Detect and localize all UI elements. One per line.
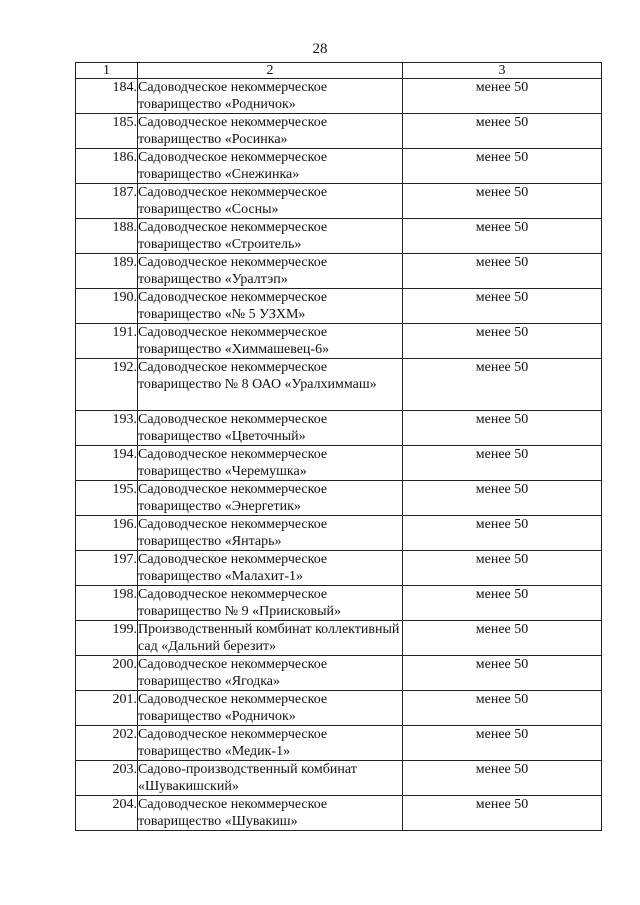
organization-name-cell: Садоводческое некоммерческое товарищество «Строитель» xyxy=(138,219,403,254)
member-count-cell: менее 50 xyxy=(403,796,602,831)
table-row xyxy=(76,656,602,691)
row-number-cell: 200. xyxy=(76,656,138,691)
row-number-cell: 190. xyxy=(76,289,138,324)
row-number-cell: 186. xyxy=(76,149,138,184)
member-count-cell: менее 50 xyxy=(403,656,602,691)
organization-name-cell: Садоводческое некоммерческое товарищество «Ягодка» xyxy=(138,656,403,691)
row-number-cell: 198. xyxy=(76,586,138,621)
organization-name-cell: Садоводческое некоммерческое товарищество «Родничок» xyxy=(138,79,403,114)
page-number: 28 xyxy=(312,41,328,57)
organization-name-cell: Садово-производственный комбинат «Шувакишский» xyxy=(138,761,403,796)
member-count-cell: менее 50 xyxy=(403,516,602,551)
row-number-cell: 201. xyxy=(76,691,138,726)
table-row xyxy=(76,149,602,184)
member-count-cell: менее 50 xyxy=(403,691,602,726)
column-header-number: 1 xyxy=(76,63,138,79)
table-row xyxy=(76,796,602,831)
member-count-cell: менее 50 xyxy=(403,446,602,481)
organization-name-cell: Садоводческое некоммерческое товарищество «Малахит-1» xyxy=(138,551,403,586)
organization-name-cell: Садоводческое некоммерческое товарищество «Родничок» xyxy=(138,691,403,726)
organization-name-cell: Садоводческое некоммерческое товарищество № 9 «Приисковый» xyxy=(138,586,403,621)
member-count-cell: менее 50 xyxy=(403,551,602,586)
row-number-cell: 197. xyxy=(76,551,138,586)
member-count-cell: менее 50 xyxy=(403,726,602,761)
member-count-cell: менее 50 xyxy=(403,621,602,656)
organization-name-cell: Производственный комбинат коллективный сад «Дальний березит» xyxy=(138,621,403,656)
organization-name-cell: Садоводческое некоммерческое товарищество «Энергетик» xyxy=(138,481,403,516)
table-row xyxy=(76,446,602,481)
organizations-table xyxy=(75,62,602,831)
table-row xyxy=(76,621,602,656)
member-count-cell: менее 50 xyxy=(403,219,602,254)
organization-name-cell: Садоводческое некоммерческое товарищество «Росинка» xyxy=(138,114,403,149)
row-number-cell: 199. xyxy=(76,621,138,656)
organization-name-cell: Садоводческое некоммерческое товарищество № 8 ОАО «Уралхиммаш» xyxy=(138,359,403,411)
table-row xyxy=(76,516,602,551)
table-row xyxy=(76,114,602,149)
row-number-cell: 187. xyxy=(76,184,138,219)
row-number-cell: 191. xyxy=(76,324,138,359)
table-row xyxy=(76,254,602,289)
table-row xyxy=(76,219,602,254)
member-count-cell: менее 50 xyxy=(403,586,602,621)
row-number-cell: 203. xyxy=(76,761,138,796)
table-row xyxy=(76,481,602,516)
member-count-cell: менее 50 xyxy=(403,359,602,411)
table-row xyxy=(76,726,602,761)
member-count-cell: менее 50 xyxy=(403,481,602,516)
table-row xyxy=(76,359,602,411)
row-number-cell: 202. xyxy=(76,726,138,761)
table-row xyxy=(76,551,602,586)
table-row xyxy=(76,691,602,726)
row-number-cell: 185. xyxy=(76,114,138,149)
table-row xyxy=(76,289,602,324)
table-row xyxy=(76,411,602,446)
member-count-cell: менее 50 xyxy=(403,411,602,446)
row-number-cell: 194. xyxy=(76,446,138,481)
row-number-cell: 204. xyxy=(76,796,138,831)
row-number-cell: 184. xyxy=(76,79,138,114)
member-count-cell: менее 50 xyxy=(403,324,602,359)
row-number-cell: 189. xyxy=(76,254,138,289)
table-row xyxy=(76,586,602,621)
organization-name-cell: Садоводческое некоммерческое товарищество «Медик-1» xyxy=(138,726,403,761)
member-count-cell: менее 50 xyxy=(403,114,602,149)
organization-name-cell: Садоводческое некоммерческое товарищество «Шувакиш» xyxy=(138,796,403,831)
organization-name-cell: Садоводческое некоммерческое товарищество «Снежинка» xyxy=(138,149,403,184)
table-body xyxy=(76,79,602,831)
organization-name-cell: Садоводческое некоммерческое товарищество «Цветочный» xyxy=(138,411,403,446)
column-header-name: 2 xyxy=(138,63,403,79)
table-row xyxy=(76,761,602,796)
organization-name-cell: Садоводческое некоммерческое товарищество «Янтарь» xyxy=(138,516,403,551)
member-count-cell: менее 50 xyxy=(403,184,602,219)
table-row xyxy=(76,184,602,219)
organization-name-cell: Садоводческое некоммерческое товарищество «Черемушка» xyxy=(138,446,403,481)
member-count-cell: менее 50 xyxy=(403,289,602,324)
organization-name-cell: Садоводческое некоммерческое товарищество «Сосны» xyxy=(138,184,403,219)
organization-name-cell: Садоводческое некоммерческое товарищество «Уралтэп» xyxy=(138,254,403,289)
row-number-cell: 193. xyxy=(76,411,138,446)
table-header-row xyxy=(76,63,602,79)
row-number-cell: 192. xyxy=(76,359,138,411)
table-row xyxy=(76,79,602,114)
member-count-cell: менее 50 xyxy=(403,79,602,114)
member-count-cell: менее 50 xyxy=(403,149,602,184)
organization-name-cell: Садоводческое некоммерческое товарищество «Химмашевец-6» xyxy=(138,324,403,359)
table-row xyxy=(76,324,602,359)
row-number-cell: 195. xyxy=(76,481,138,516)
member-count-cell: менее 50 xyxy=(403,254,602,289)
column-header-value: 3 xyxy=(403,63,602,79)
member-count-cell: менее 50 xyxy=(403,761,602,796)
row-number-cell: 196. xyxy=(76,516,138,551)
organization-name-cell: Садоводческое некоммерческое товарищество «№ 5 УЗХМ» xyxy=(138,289,403,324)
row-number-cell: 188. xyxy=(76,219,138,254)
